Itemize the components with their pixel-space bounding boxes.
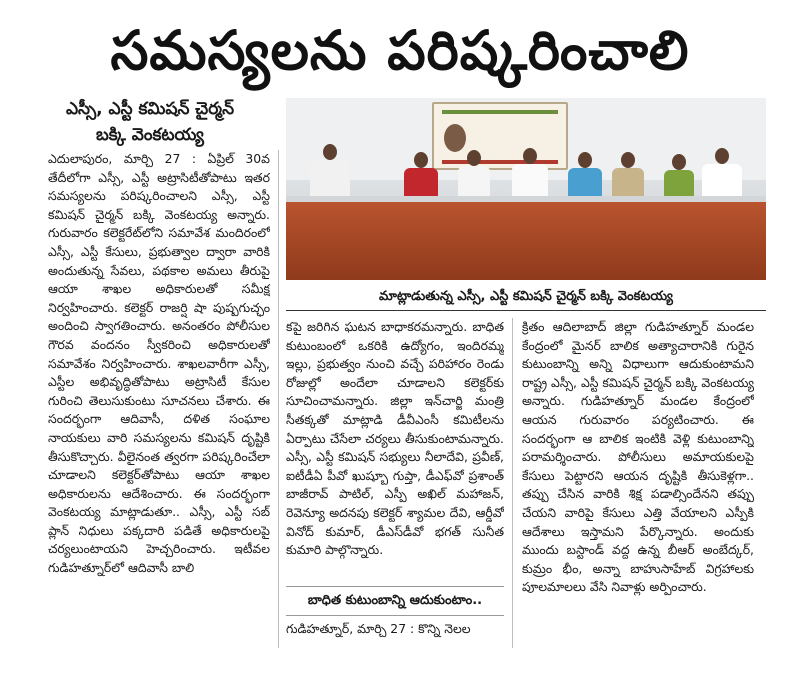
article-column-2-continuation: గుడిహత్నూర్, మార్చి 27 : కొన్ని నెలల (286, 621, 471, 636)
column-divider (278, 150, 279, 648)
headline: సమస్యలను పరిష్కరించాలి (110, 19, 690, 82)
subheadline-line-2: బక్కి వెంకటయ్య (96, 125, 204, 145)
banner-portrait (444, 124, 466, 152)
photo-caption: మాట్లాడుతున్న ఎస్సీ, ఎస్టీ కమిషన్ చైర్మన్ బక్కి వెంకటయ్య (286, 284, 766, 311)
article-column-3: క్రితం ఆదిలాబాద్ జిల్లా గుడిహత్నూర్ మండల కేంద్రంలో మైనర్ బాలిక అత్యాచారానికి గురైన కుటుంబాన్ని అన్ని విధాలుగా ఆదుకుంటామని రాష్ట్ర ఎస్సీ, ఎస్టీ కమిషన్ చైర్మన్ బక్కి వెంకటయ్య అన్నారు. గుడిహత్నూర్ మండల కేంద్రంలో ఆయన గురువారం పర్యటించారు. ఈ సందర్భంగా ఆ బాలిక ఇంటికి వెళ్లి కుటుంబాన్ని పరామర్శించారు. పోలీసులు అమాయకులపై కేసులు పెట్టారని ఆయన దృష్టికి తీసుకెళ్లగా.. తప్పు చేసిన వారికి శిక్ష పడాల్సిందేనని తప్పు చేయని వారిపై కేసులు ఎత్తి వేయాలని ఎస్పీకి ఆదేశాలు ఇస్తామని పేర్కొన్నారు. అందుకు ముందు బస్టాండ్ వద్ద ఉన్న బీఆర్ అంబేద్కర్, కుమ్రం భీం, అన్నా బాహుసాహేబ్ విగ్రహాలకు పూలమాలలు వేసి నివాళ్లు అర్పించారు. (522, 319, 754, 595)
article-column-2: కపై జరిగిన ఘటన బాధాకరమన్నారు. బాధిత కుటుంబంలో ఒకరికి ఉద్యోగం, ఇందిరమ్మ ఇల్లు, ప్రభుత్వం నుంచి వచ్చే పరిహారం రెండు రోజుల్లో అందేలా చూడాలని కలెక్టర్‌కు సూచించామన్నారు. జిల్లా ఇన్‌చార్జి మంత్రి సీతక్కతో మాట్లాడి డీవీఎంసీ కమిటీలను ఏర్పాటు చేసేలా చర్యలు తీసుకుంటామన్నారు. ఎస్సీ, ఎస్టీ కమిషన్ సభ్యులు నీలాదేవి, ప్రవీణ్, ఐటీడీఏ పీవో ఖుష్బూ గుప్తా, డీఎఫ్‌వో ప్రశాంత్ బాజీరావ్ పాటిల్, ఎస్పీ అఖిల్ మహాజన్, రెవెన్యూ అదనపు కలెక్టర్ శ్యామల దేవి, ఆర్డీవో వినోద్ కుమార్, డీఎస్‌డీవో భగత్ సునీత కుమారి పాల్గొన్నారు. (286, 319, 504, 558)
meeting-photo (286, 98, 766, 280)
column-divider (512, 318, 513, 648)
photo-conference-table (286, 202, 766, 280)
photo-banner (432, 102, 568, 170)
banner-stripe (442, 110, 558, 114)
sub-headline-2: బాధిత కుటుంబాన్ని ఆదుకుంటాం.. (286, 586, 504, 616)
article-column-1: ఎదులాపురం, మార్చి 27 : ఏప్రిల్ 30వ తేదీలోగా ఎస్సీ, ఎస్టీ అట్రాసిటీతోపాటు ఇతర సమస్యలను పరిష్కరించాలని ఎస్సీ, ఎస్టీ కమిషన్ చైర్మన్ బక్కి వెంకటయ్య అన్నారు. గురువారం కలెక్టరేట్‌లోని సమావేశ మందిరంలో ఎస్సీ, ఎస్టీ కేసులు, ప్రభుత్వాల ద్వారా వారికి అందుతున్న సేవలు, పథకాల అమలు తీరుపై ఆయా శాఖల అధికారులతో సమీక్ష నిర్వహించారు. కలెక్టర్ రాజర్షి షా పుష్పగుచ్ఛం అందించి స్వాగతించారు. అనంతరం పోలీసుల గౌరవ వందనం స్వీకరించి అధికారులతో సమావేశం నిర్వహించారు. శాఖలవారీగా ఎస్సీ, ఎస్టీల అభివృద్ధితోపాటు అట్రాసిటీ కేసుల గురించి తెలుసుకుంటు సూచనలు చేశారు. ఈ సందర్భంగా ఆదివాసీ, దళిత సంఘాల నాయకులు వారి సమస్యలను కమిషన్ దృష్టికి తీసుకొచ్చారు. వీలైనంత త్వరగా పరిష్కరించేలా చూడాలని కలెక్టర్‌తోపాటు ఆయా శాఖల అధికారులను ఆదేశించారు. ఈ సందర్భంగా వెంకటయ్య మాట్లాడుతూ.. ఎస్సీ, ఎస్టీ సబ్ ప్లాన్ నిధులు పక్కదారి పడితే అధికారులపై చర్యలుంటాయని హెచ్చరించారు. ఇటీవల గుడిహత్నూర్‌లో ఆదివాసీ బాలి (48, 151, 270, 576)
subheadline-line-1: ఎస్సీ, ఎస్టీ కమిషన్ చైర్మన్ (65, 99, 235, 119)
subheadline (50, 96, 250, 148)
